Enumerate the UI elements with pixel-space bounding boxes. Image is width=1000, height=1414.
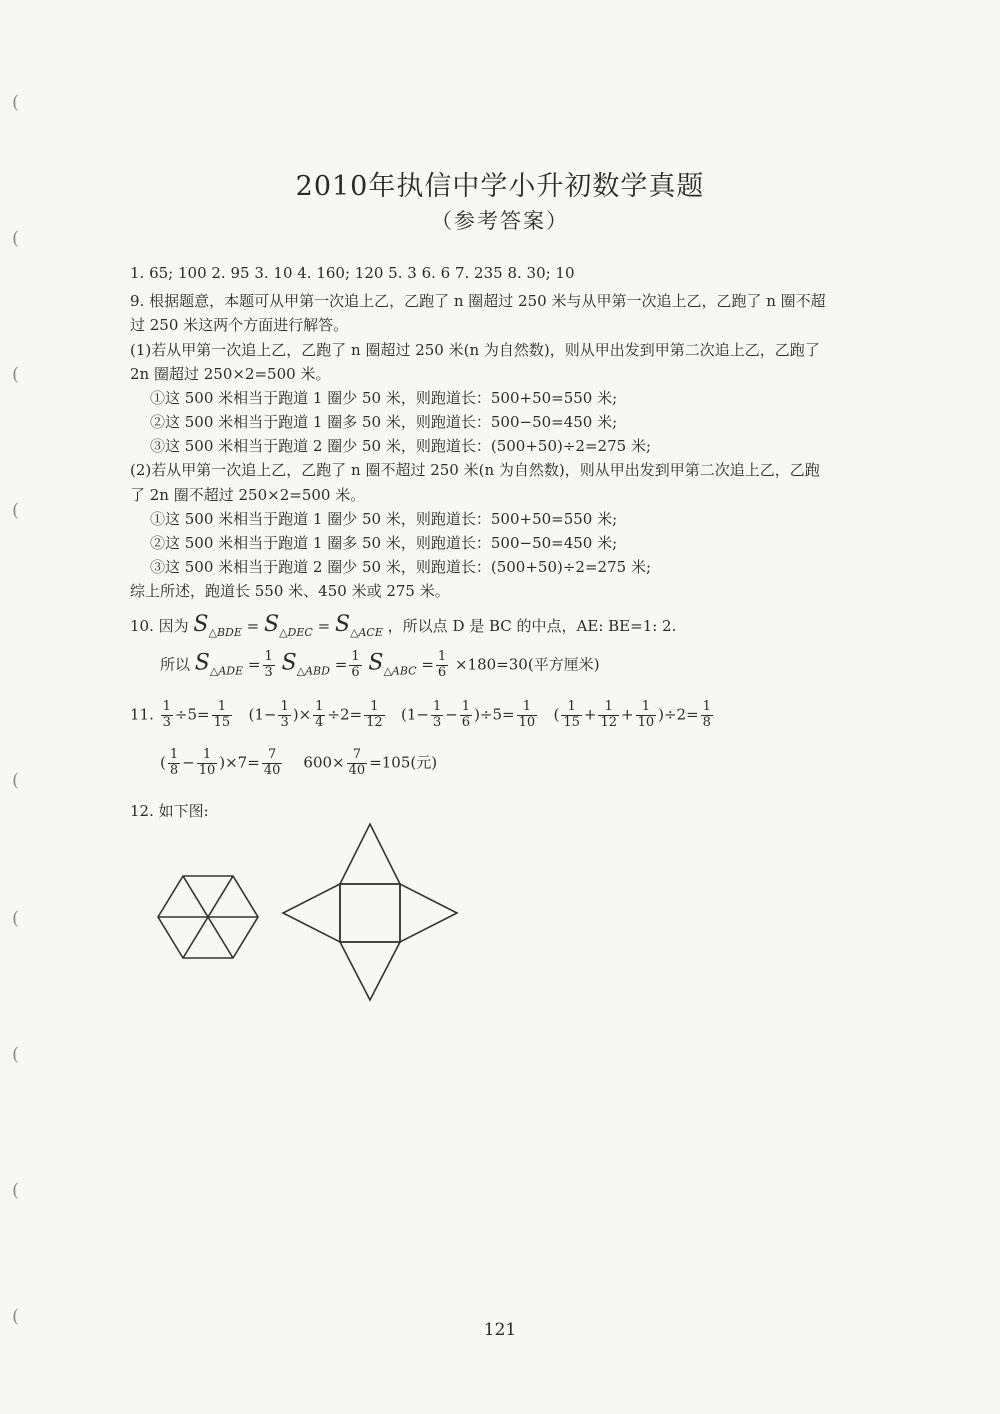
math-S: S [281,650,297,676]
fraction: $\frac{1}{8}$ [169,747,179,778]
fraction: $\frac{1}{10}$ [198,747,216,778]
fraction: $\frac{1}{10}$ [518,699,536,730]
math-S: S [334,612,351,637]
q11-line2: ( $\frac{1}{8}$ − $\frac{1}{10}$ )×7= $\frac{7}{40}$ 600× $\frac{7}{40}$ =105(元) [160,747,438,778]
hexagon-diagram [158,876,258,958]
binding-mark: ( [12,1044,20,1065]
q10-result: ×180=30(平方厘米) [454,655,600,674]
fraction: $\frac{1}{6}$ [437,649,447,680]
page-subtitle: （参考答案） [431,209,569,233]
q10-line2 [160,650,600,681]
q9-case2-ii: ②这 500 米相当于跑道 1 圈多 50 米，则跑道长：500−50=450 米; [150,534,618,552]
binding-mark: ( [12,92,20,113]
math-S: S [264,612,280,637]
binding-mark: ( [12,1180,20,1201]
fraction: $\frac{1}{3}$ [432,699,442,730]
pyramid-net-diagram [283,824,457,1000]
fraction: $\frac{1}{10}$ [637,699,655,730]
q11-label: 11. [130,705,154,724]
math-subscript: △BDE [208,626,242,639]
math-subscript: △DEC [279,626,313,639]
q9-case2-i: ①这 500 米相当于跑道 1 圈少 50 米，则跑道长：500+50=550 米; [150,510,618,528]
fraction: $\frac{1}{6}$ [351,649,360,680]
math-S: S [194,650,210,676]
binding-mark: ( [12,770,20,791]
fraction: $\frac{1}{8}$ [702,699,711,730]
binding-mark: ( [12,500,20,521]
q10-prefix: 10. 因为 [130,617,189,635]
math-equals: = [317,617,335,635]
fraction: $\frac{1}{6}$ [461,699,471,730]
q9-intro-a: 9. 根据题意，本题可从甲第一次追上乙，乙跑了 n 圈超过 250 米与从甲第一次追上乙，乙跑了 n 圈不超 [130,292,826,310]
q9-case2-b: 了 2n 圈不超过 250×2=500 米。 [130,486,366,504]
math-equals: = [246,617,265,635]
math-S: S [193,612,209,637]
binding-mark: ( [12,908,20,929]
math-subscript: △ABC [383,664,417,678]
math-equals: = [247,655,261,674]
fraction: $\frac{1}{15}$ [213,699,231,730]
fraction: $\frac{1}{15}$ [563,699,580,730]
q9-case2-iii: ③这 500 米相当于跑道 2 圈少 50 米，则跑道长：(500+50)÷2=275 米; [150,558,651,576]
q9-case1-iii: ③这 500 米相当于跑道 2 圈少 50 米，则跑道长：(500+50)÷2=275 米; [150,437,651,455]
q9-intro-b: 过 250 米这两个方面进行解答。 [130,316,349,334]
fraction: $\frac{1}{12}$ [600,699,617,730]
answers-1-8: 1. 65; 100 2. 95 3. 10 4. 160; 120 5. 3 6. 6 7. 235 8. 30; 10 [130,264,575,282]
math-equals: = [334,655,348,674]
q12-label: 12. 如下图: [130,802,209,820]
q9-case1-ii: ②这 500 米相当于跑道 1 圈多 50 米，则跑道长：500−50=450 米; [150,413,618,431]
math-subscript: △ABD [296,664,330,678]
q9-case1-a: (1)若从甲第一次追上乙，乙跑了 n 圈超过 250 米(n 为自然数)，则从甲出发到甲第二次追上乙，乙跑了 [130,341,820,359]
fraction: $\frac{1}{12}$ [366,699,383,730]
fraction: $\frac{7}{40}$ [348,747,366,778]
math-equals: = [421,655,434,674]
q11-line1: 11. $\frac{1}{3}$ ÷5= $\frac{1}{15}$ (1− $\frac{1}{3}$ )× $\frac{1}{4}$ ÷2= $\frac{1}{12}$ (1− $\frac{1}{3}$ − $\frac{1}{6}$ )÷5= $\frac{1}{10}$ ( $\frac{1}{15}$ + $\frac{1}{12}$ + $\frac{1}{10}$ )÷2= $\frac{1}{8}$ [130,699,711,730]
math-S: S [368,650,384,676]
q9-case1-b: 2n 圈超过 250×2=500 米。 [130,365,331,383]
fraction: $\frac{1}{3}$ [162,699,171,730]
fraction: $\frac{7}{40}$ [263,747,281,778]
math-subscript: △ADE [209,664,244,678]
q9-conclusion: 综上所述，跑道长 550 米、450 米或 275 米。 [130,582,450,600]
q10-suffix: ，所以点 D 是 BC 的中点，AE: BE=1: 2. [387,617,677,635]
fraction: $\frac{1}{4}$ [315,699,324,730]
binding-mark: ( [12,228,20,249]
fraction: $\frac{1}{3}$ [264,649,273,680]
fraction: $\frac{1}{3}$ [280,699,289,730]
q10-line2-prefix: 所以 [160,655,191,674]
page-title: 2010年执信中学小升初数学真题 [295,171,705,202]
q9-case1-i: ①这 500 米相当于跑道 1 圈少 50 米，则跑道长：500+50=550 米; [150,389,618,407]
binding-mark: ( [12,1306,20,1327]
math-subscript: △ACE [350,626,383,639]
q10-line1 [130,612,676,639]
q12-figure [150,820,470,1010]
binding-mark: ( [12,364,20,385]
page-number: 121 [483,1320,517,1340]
q9-case2-a: (2)若从甲第一次追上乙，乙跑了 n 圈不超过 250 米(n 为自然数)，则从甲出发到甲第二次追上乙，乙跑 [130,461,820,479]
